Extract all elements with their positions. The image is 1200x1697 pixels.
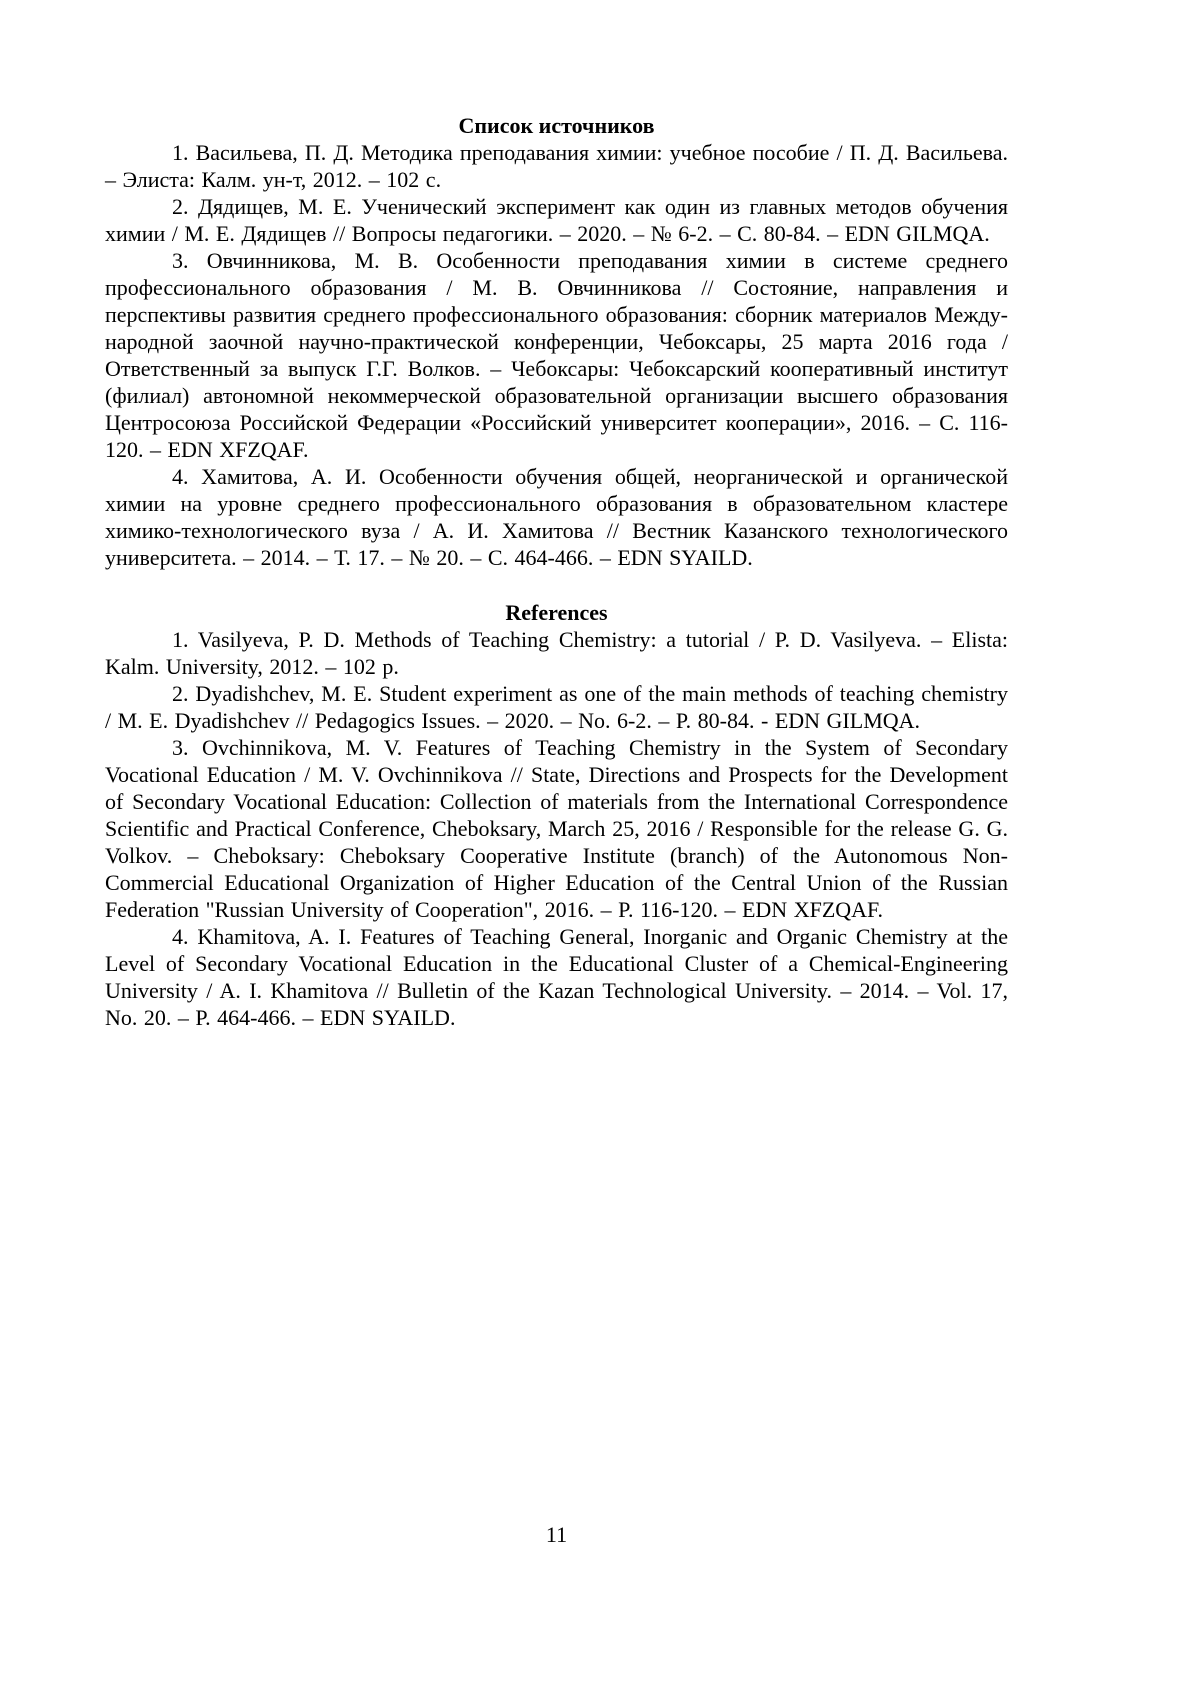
reference-item-en-4: 4. Khamitova, A. I. Features of Teaching General, Inorganic and Organic Chemistry at the Level of Secondary Vocational Education in the Educational Cluster of a Chemical-Engineering University / A. I. Khamitova // Bulletin of the Kazan Technological University. – 2014. – Vol. 17, No. 20. – P. 464-466. – EDN SYAILD. [105,924,1008,1030]
reference-item-en-3: 3. Ovchinnikova, M. V. Features of Teaching Chemistry in the System of Secondary Vocational Education / M. V. Ovchinnikova // State, Directions and Prospects for the Development of Secondary Vocational Education: Collection of materials from the International Correspondence Scientific and Practical Conference, Cheboksary, March 25, 2016 / Responsible for the release G. G. Volkov. – Cheboksary: Cheboksary Cooperative Institute (branch) of the Autonomous Non-Commercial Educational Organization of Higher Education of the Central Union of the Russian Federation "Russian University of Cooperation", 2016. – P. 116-120. – EDN XFZQAF. [105,735,1008,922]
references-heading-en: References [505,600,608,625]
sources-section-ru [105,112,1008,571]
reference-item-ru-1: 1. Васильева, П. Д. Методика преподавания химии: учебное пособие / П. Д. Васильева. – Элиста: Калм. ун-т, 2012. – 102 с. [105,140,1008,192]
page-number: 11 [545,1522,568,1547]
reference-item-ru-2: 2. Дядищев, М. Е. Ученический эксперимент как один из главных методов обучения химии / М. Е. Дядищев // Вопросы педагогики. – 2020. – № 6-2. – С. 80-84. – EDN GILMQA. [105,194,1008,246]
reference-item-ru-3: 3. Овчинникова, М. В. Особенности преподавания химии в системе среднего профессионального образования / М. В. Овчинникова // Состояние, направления и перспективы развития среднего профессионального образования: сборник материалов Между-народной заочной научно-практической конференции, Чебоксары, 25 марта 2016 года / Ответственный за выпуск Г.Г. Волков. – Чебоксары: Чебоксарский кооперативный институт (филиал) автономной некоммерческой образовательной организации высшего образования Центросоюза Российской Федерации «Российский университет кооперации», 2016. – С. 116-120. – EDN XFZQAF. [105,248,1008,462]
reference-item-en-1: 1. Vasilyeva, P. D. Methods of Teaching Chemistry: a tutorial / P. D. Vasilyeva. – Elista: Kalm. University, 2012. – 102 p. [105,627,1008,679]
reference-item-en-2: 2. Dyadishchev, M. E. Student experiment as one of the main methods of teaching chemistry / M. E. Dyadishchev // Pedagogics Issues. – 2020. – No. 6-2. – P. 80-84. - EDN GILMQA. [105,681,1008,733]
references-section-en [105,599,1008,1031]
document-page-content [105,112,1008,1031]
reference-item-ru-4: 4. Хамитова, А. И. Особенности обучения общей, неорганической и органической химии на уровне среднего профессионального образования в образовательном кластере химико-технологического вуза / А. И. Хамитова // Вестник Казанского технологического университета. – 2014. – Т. 17. – № 20. – С. 464-466. – EDN SYAILD. [105,464,1008,570]
sources-heading-ru: Список источников [458,113,655,138]
